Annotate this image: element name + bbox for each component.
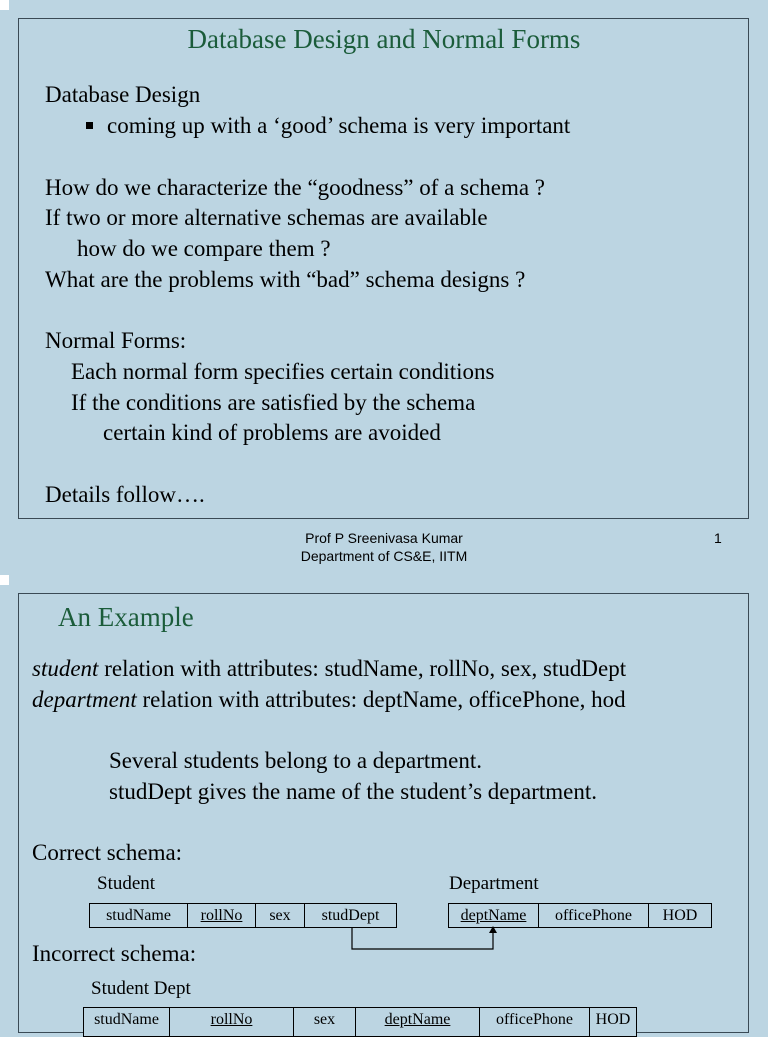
note-line: studDept gives the name of the student’s department. (109, 779, 597, 804)
table-cell: HOD (662, 907, 698, 924)
table-cell-key: deptName (356, 1008, 480, 1036)
relation-line (32, 657, 626, 680)
footer-author: Prof P Sreenivasa Kumar (305, 530, 463, 546)
section-heading: Incorrect schema: (32, 941, 197, 966)
table-cell: studName (90, 904, 188, 927)
section-heading: Correct schema: (32, 840, 183, 865)
table-caption: Department (449, 873, 539, 894)
relation-name: student (32, 656, 99, 681)
slide-marker (0, 0, 9, 10)
table-cell-key: rollNo (170, 1008, 294, 1036)
text-line: Details follow…. (45, 482, 205, 507)
table-cell: sex (256, 904, 305, 927)
section-heading: Database Design (45, 82, 201, 107)
table-cell: sex (294, 1008, 356, 1036)
foreign-key-arrow (345, 925, 505, 955)
slide-marker (0, 575, 9, 585)
footer-dept: Department of CS&E, IITM (300, 548, 468, 564)
question-line: What are the problems with “bad” schema designs ? (45, 267, 526, 292)
table-caption: Student (97, 873, 156, 894)
table-cell: HOD (595, 1011, 631, 1028)
text-line: Each normal form specifies certain conditions (71, 359, 495, 384)
question-line: If two or more alternative schemas are available (45, 205, 488, 230)
table-cell: officePhone (539, 904, 649, 927)
page-number: 1 (714, 530, 722, 546)
slide-title: An Example (58, 602, 194, 632)
bullet-text: coming up with a ‘good’ schema is very important (107, 113, 571, 138)
student-dept-table (83, 1007, 637, 1037)
note-line: Several students belong to a department. (109, 748, 483, 773)
relation-line (32, 688, 626, 711)
table-cell-key: deptName (449, 904, 539, 927)
table-cell-key: rollNo (188, 904, 256, 927)
table-cell: studName (84, 1008, 170, 1036)
table-caption: Student Dept (91, 978, 191, 999)
question-line: How do we characterize the “goodness” of a schema ? (45, 175, 546, 200)
slide-title: Database Design and Normal Forms (187, 24, 581, 54)
text-line: If the conditions are satisfied by the schema (71, 390, 476, 415)
bullet-icon (86, 122, 93, 129)
section-heading: Normal Forms: (45, 328, 187, 353)
question-line: how do we compare them ? (77, 236, 331, 261)
text-line: certain kind of problems are avoided (103, 420, 441, 445)
relation-attributes: relation with attributes: studName, rollNo, sex, studDept (98, 656, 627, 681)
relation-attributes: relation with attributes: deptName, officePhone, hod (136, 687, 626, 712)
table-cell: studDept (321, 907, 380, 924)
table-cell: officePhone (480, 1008, 590, 1036)
bullet-item (86, 114, 570, 137)
relation-name: department (32, 687, 137, 712)
